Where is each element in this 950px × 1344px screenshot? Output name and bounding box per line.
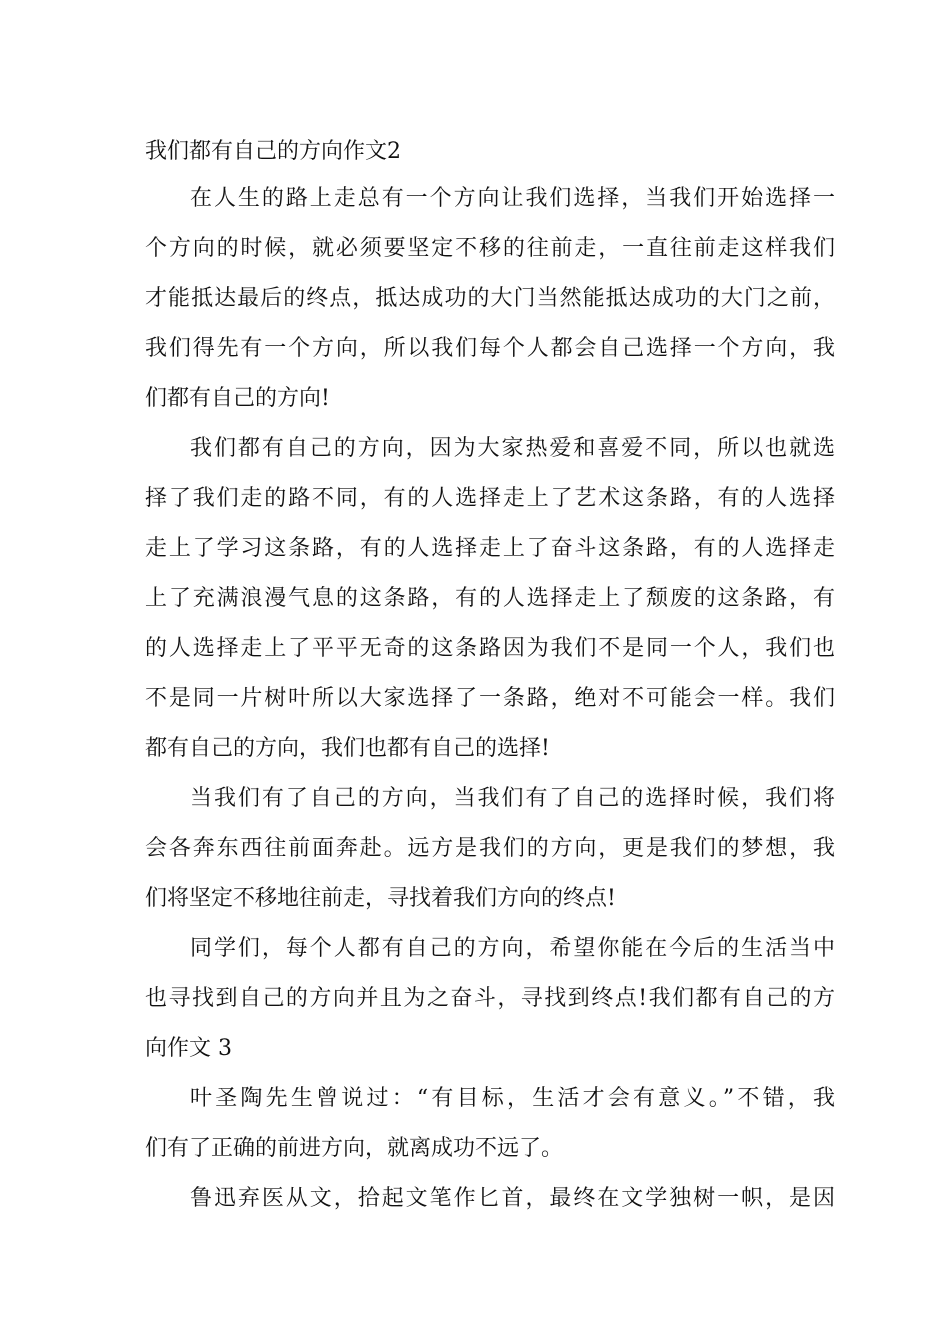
- paragraph-line: 向作文 3: [145, 1036, 232, 1061]
- paragraph-6: [145, 1174, 835, 1224]
- paragraph-line: 的人选择走上了平平无奇的这条路因为我们不是同一个人，我们也: [145, 636, 835, 661]
- paragraph-line: 会各奔东西往前面奔赴。远方是我们的方向，更是我们的梦想，我: [145, 836, 835, 861]
- paragraph-line: 都有自己的方向，我们也都有自己的选择!: [145, 736, 550, 761]
- paragraph-line: 鲁迅弃医从文，拾起文笔作匕首，最终在文学独树一帜，是因: [190, 1186, 835, 1211]
- paragraph-line: 才能抵达最后的终点，抵达成功的大门当然能抵达成功的大门之前，: [145, 286, 835, 311]
- paragraph-line: 个方向的时候，就必须要坚定不移的往前走，一直往前走这样我们: [145, 236, 835, 261]
- paragraph-line: 当我们有了自己的方向，当我们有了自己的选择时候，我们将: [190, 786, 835, 811]
- paragraph-line: 不是同一片树叶所以大家选择了一条路，绝对不可能会一样。我们: [145, 686, 835, 711]
- paragraph-line: 们都有自己的方向!: [145, 386, 330, 411]
- paragraph-line: 也寻找到自己的方向并且为之奋斗，寻找到终点!我们都有自己的方: [145, 986, 835, 1011]
- paragraph-2: [145, 424, 835, 774]
- paragraph-line: 择了我们走的路不同，有的人选择走上了艺术这条路，有的人选择: [145, 486, 835, 511]
- document-page: [145, 130, 835, 1224]
- paragraph-line: 同学们，每个人都有自己的方向，希望你能在今后的生活当中: [190, 936, 835, 961]
- paragraph-line: 叶圣陶先生曾说过：“有目标，生活才会有意义。”不错，我: [190, 1086, 835, 1111]
- paragraph-1: [145, 174, 835, 424]
- paragraph-line: 们有了正确的前进方向，就离成功不远了。: [145, 1136, 564, 1161]
- paragraph-5: [145, 1074, 835, 1174]
- paragraph-line: 走上了学习这条路，有的人选择走上了奋斗这条路，有的人选择走: [145, 536, 835, 561]
- paragraph-line: 们将坚定不移地往前走，寻找着我们方向的终点!: [145, 886, 616, 911]
- paragraph-3: [145, 774, 835, 924]
- paragraph-line: 上了充满浪漫气息的这条路，有的人选择走上了颓废的这条路，有: [145, 586, 835, 611]
- document-title: 我们都有自己的方向作文2: [145, 139, 401, 164]
- paragraph-4: [145, 924, 835, 1074]
- paragraph-line: 我们都有自己的方向，因为大家热爱和喜爱不同，所以也就选: [190, 436, 835, 461]
- paragraph-line: 我们得先有一个方向，所以我们每个人都会自己选择一个方向，我: [145, 336, 835, 361]
- paragraph-line: 在人生的路上走总有一个方向让我们选择，当我们开始选择一: [190, 186, 835, 211]
